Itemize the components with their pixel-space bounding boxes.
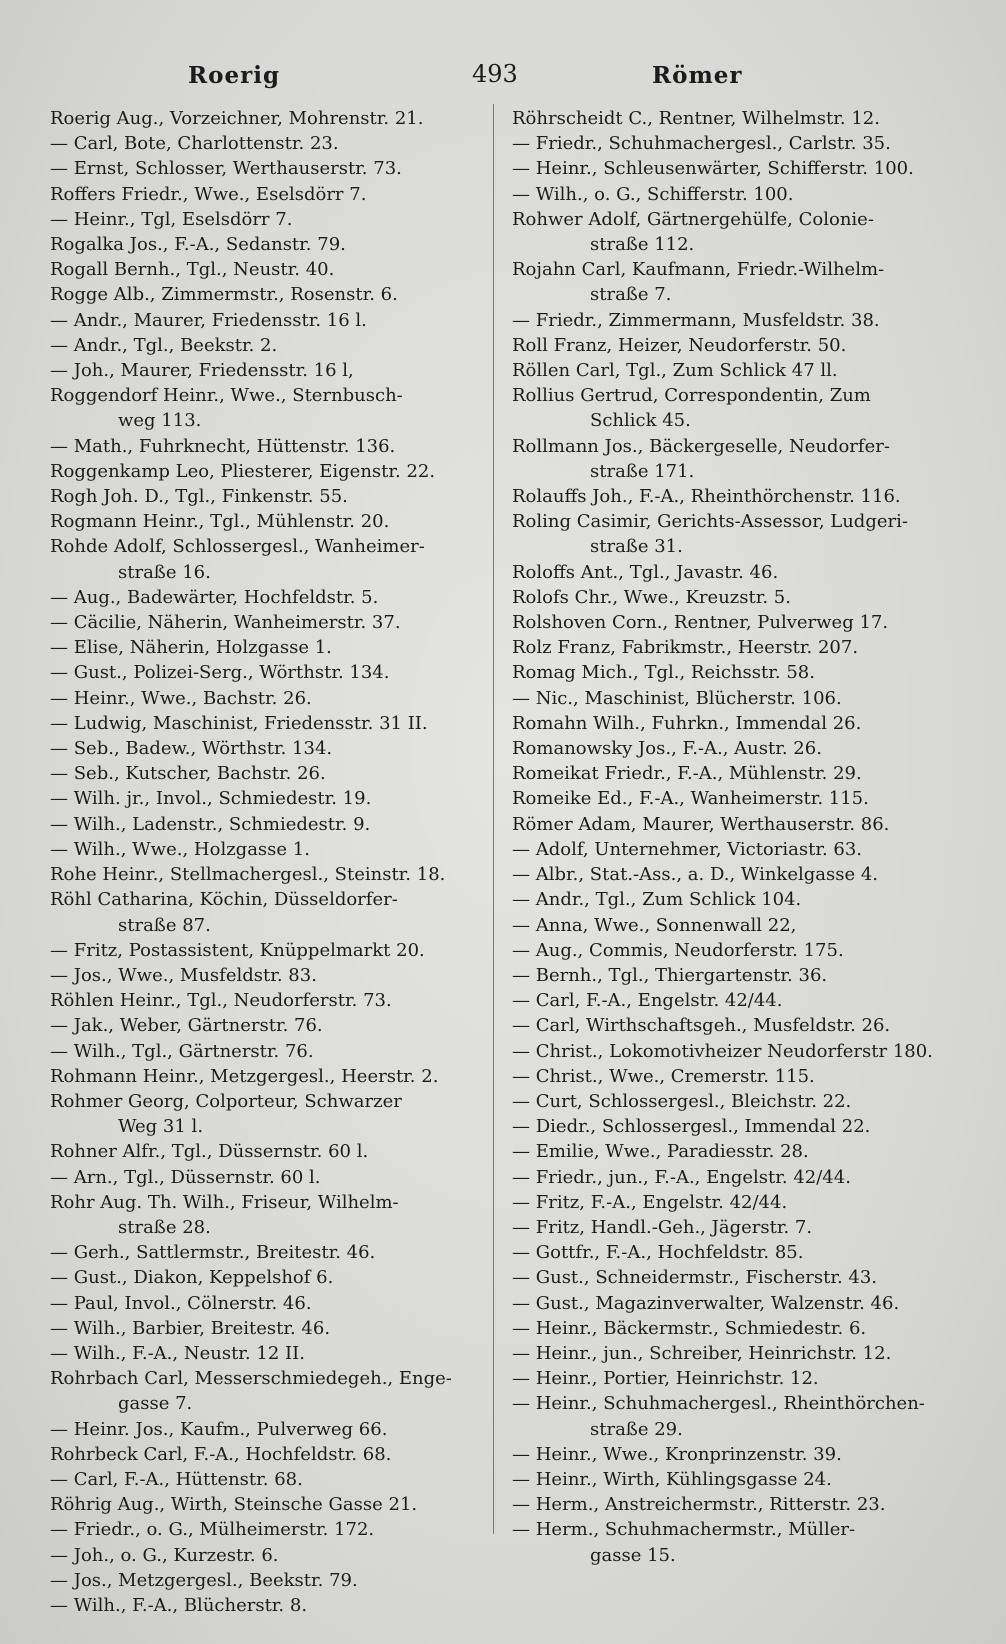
entry-text: — Heinr., Tgl, Eselsdörr 7.: [50, 208, 293, 230]
directory-entry: [512, 1139, 960, 1164]
entry-text: Rohrbeck Carl, F.-A., Hochfeldstr. 68.: [50, 1443, 392, 1465]
entry-text: — Heinr., Schuhmachergesl., Rheinthörchen-: [512, 1393, 925, 1415]
entry-text: Rollius Gertrud, Correspondentin, Zum: [512, 385, 871, 407]
entry-text: — Heinr., jun., Schreiber, Heinrichstr. 12.: [512, 1342, 892, 1364]
entry-text: Rohmer Georg, Colporteur, Schwarzer: [50, 1090, 402, 1112]
entry-continuation: straße 171.: [590, 460, 695, 482]
entry-text: Romanowsky Jos., F.-A., Austr. 26.: [512, 738, 822, 760]
directory-entry: [50, 988, 480, 1013]
directory-entry: [50, 232, 480, 257]
directory-entry: [512, 913, 960, 938]
directory-entry: [512, 963, 960, 988]
directory-entry: [512, 938, 960, 963]
directory-entry: [512, 686, 960, 711]
entry-text: — Wilh., Tgl., Gärtnerstr. 76.: [50, 1040, 314, 1062]
directory-entry: [50, 812, 480, 837]
directory-entry: [50, 1165, 480, 1190]
entry-text: — Heinr. Jos., Kaufm., Pulverweg 66.: [50, 1418, 388, 1440]
entry-text: Rolauffs Joh., F.-A., Rheinthörchenstr. 116.: [512, 486, 901, 508]
entry-text: Romag Mich., Tgl., Reichsstr. 58.: [512, 662, 815, 684]
directory-entry: [512, 610, 960, 635]
entry-text: — Aug., Badewärter, Hochfeldstr. 5.: [50, 586, 379, 608]
entry-text: — Gust., Schneidermstr., Fischerstr. 43.: [512, 1267, 878, 1289]
entry-text: — Friedr., Zimmermann, Musfeldstr. 38.: [512, 309, 880, 331]
entry-text: — Joh., Maurer, Friedensstr. 16 l,: [50, 360, 354, 382]
entry-text: — Friedr., Schuhmachergesl., Carlstr. 35.: [512, 133, 891, 155]
entry-text: — Gerh., Sattlermstr., Breitestr. 46.: [50, 1242, 376, 1264]
entry-text: — Friedr., jun., F.-A., Engelstr. 42/44.: [512, 1166, 851, 1188]
right-column: [512, 106, 960, 1568]
directory-entry: [50, 459, 480, 484]
entry-text: — Heinr., Schleusenwärter, Schifferstr. 100.: [512, 158, 914, 180]
directory-entry: [512, 1089, 960, 1114]
entry-continuation: straße 87.: [118, 914, 211, 936]
entry-text: — Jos., Wwe., Musfeldstr. 83.: [50, 964, 317, 986]
entry-text: — Adolf, Unternehmer, Victoriastr. 63.: [512, 838, 863, 860]
left-column: [50, 106, 480, 1618]
entry-text: — Ernst, Schlosser, Werthauserstr. 73.: [50, 158, 402, 180]
directory-entry: [512, 837, 960, 862]
entry-text: Roloffs Ant., Tgl., Javastr. 46.: [512, 561, 779, 583]
directory-entry: [50, 1064, 480, 1089]
directory-entry: [50, 358, 480, 383]
entry-text: — Jos., Metzgergesl., Beekstr. 79.: [50, 1569, 358, 1591]
entry-text: Rogalka Jos., F.-A., Sedanstr. 79.: [50, 234, 346, 256]
entry-text: Roggenkamp Leo, Pliesterer, Eigenstr. 22.: [50, 460, 436, 482]
directory-entry: [512, 660, 960, 685]
directory-entry: [512, 560, 960, 585]
entry-text: Röllen Carl, Tgl., Zum Schlick 47 ll.: [512, 360, 838, 382]
entry-continuation: straße 112.: [590, 234, 695, 256]
entry-text: Rogge Alb., Zimmermstr., Rosenstr. 6.: [50, 284, 398, 306]
entry-text: Rollmann Jos., Bäckergeselle, Neudorfer-: [512, 435, 890, 457]
directory-entry: [50, 837, 480, 862]
entry-text: Römer Adam, Maurer, Werthauserstr. 86.: [512, 813, 890, 835]
entry-text: — Friedr., o. G., Mülheimerstr. 172.: [50, 1519, 375, 1541]
directory-entry: [50, 711, 480, 736]
entry-text: Romeikat Friedr., F.-A., Mühlenstr. 29.: [512, 763, 862, 785]
directory-entry: [50, 1543, 480, 1568]
directory-entry: [512, 635, 960, 660]
directory-entry: [512, 182, 960, 207]
entry-text: — Diedr., Schlossergesl., Immendal 22.: [512, 1116, 871, 1138]
entry-text: Röhrig Aug., Wirth, Steinsche Gasse 21.: [50, 1494, 418, 1516]
entry-text: Romahn Wilh., Fuhrkn., Immendal 26.: [512, 712, 862, 734]
directory-entry: [512, 761, 960, 786]
entry-text: — Carl, F.-A., Engelstr. 42/44.: [512, 990, 783, 1012]
directory-entry: [512, 308, 960, 333]
directory-entry: [512, 257, 960, 307]
entry-text: — Math., Fuhrknecht, Hüttenstr. 136.: [50, 435, 396, 457]
directory-entry: [512, 812, 960, 837]
directory-entry: [50, 1240, 480, 1265]
directory-entry: [50, 1265, 480, 1290]
directory-entry: [512, 358, 960, 383]
entry-text: — Elise, Näherin, Holzgasse 1.: [50, 637, 332, 659]
entry-text: Rohe Heinr., Stellmachergesl., Steinstr. 18.: [50, 864, 446, 886]
entry-text: Roggendorf Heinr., Wwe., Sternbusch-: [50, 385, 403, 407]
directory-entry: [50, 1517, 480, 1542]
directory-entry: [50, 1467, 480, 1492]
directory-entry: [512, 1442, 960, 1467]
directory-entry: [512, 786, 960, 811]
entry-text: Rohwer Adolf, Gärtnergehülfe, Colonie-: [512, 208, 874, 230]
entry-text: — Seb., Badew., Wörthstr. 134.: [50, 738, 333, 760]
entry-text: — Arn., Tgl., Düssernstr. 60 l.: [50, 1166, 321, 1188]
entry-continuation: straße 28.: [118, 1216, 211, 1238]
directory-entry: [512, 1467, 960, 1492]
directory-entry: [50, 1139, 480, 1164]
entry-text: Rolz Franz, Fabrikmstr., Heerstr. 207.: [512, 637, 859, 659]
directory-entry: [512, 1165, 960, 1190]
entry-text: — Jak., Weber, Gärtnerstr. 76.: [50, 1015, 323, 1037]
directory-entry: [50, 1013, 480, 1038]
directory-entry: [512, 1517, 960, 1567]
entry-text: Rogall Bernh., Tgl., Neustr. 40.: [50, 259, 335, 281]
entry-text: Röhlen Heinr., Tgl., Neudorferstr. 73.: [50, 990, 392, 1012]
directory-entry: [50, 660, 480, 685]
directory-entry: [512, 1114, 960, 1139]
entry-text: — Bernh., Tgl., Thiergartenstr. 36.: [512, 964, 828, 986]
directory-entry: [512, 585, 960, 610]
entry-text: — Fritz, Handl.-Geh., Jägerstr. 7.: [512, 1216, 813, 1238]
directory-entry: [512, 1013, 960, 1038]
entry-text: Rogmann Heinr., Tgl., Mühlenstr. 20.: [50, 511, 390, 533]
entry-text: — Herm., Anstreichermstr., Ritterstr. 23.: [512, 1494, 886, 1516]
directory-entry: [512, 131, 960, 156]
entry-text: Rolshoven Corn., Rentner, Pulverweg 17.: [512, 612, 889, 634]
entry-text: — Wilh., Wwe., Holzgasse 1.: [50, 838, 310, 860]
directory-entry: [50, 1190, 480, 1240]
directory-entry: [512, 333, 960, 358]
entry-text: — Wilh. jr., Invol., Schmiedestr. 19.: [50, 788, 372, 810]
entry-text: — Aug., Commis, Neudorferstr. 175.: [512, 939, 844, 961]
directory-entry: [50, 963, 480, 988]
entry-continuation: Schlick 45.: [590, 410, 691, 432]
entry-text: — Herm., Schuhmachermstr., Müller-: [512, 1519, 856, 1541]
entry-text: Rojahn Carl, Kaufmann, Friedr.-Wilhelm-: [512, 259, 885, 281]
entry-text: — Andr., Tgl., Zum Schlick 104.: [512, 889, 802, 911]
directory-entry: [50, 308, 480, 333]
directory-entry: [50, 534, 480, 584]
entry-text: Rogh Joh. D., Tgl., Finkenstr. 55.: [50, 486, 348, 508]
entry-text: — Heinr., Portier, Heinrichstr. 12.: [512, 1368, 819, 1390]
directory-entry: [50, 635, 480, 660]
page-header: [0, 58, 1006, 98]
directory-entry: [512, 1215, 960, 1240]
entry-text: Rohner Alfr., Tgl., Düssernstr. 60 l.: [50, 1141, 369, 1163]
entry-text: Rohrbach Carl, Messerschmiedegeh., Enge-: [50, 1368, 452, 1390]
directory-entry: [512, 1240, 960, 1265]
entry-text: — Andr., Maurer, Friedensstr. 16 l.: [50, 309, 367, 331]
directory-entry: [512, 207, 960, 257]
entry-continuation: gasse 15.: [590, 1544, 676, 1566]
directory-entry: [512, 1366, 960, 1391]
directory-entry: [50, 207, 480, 232]
directory-entry: [512, 711, 960, 736]
entry-text: — Andr., Tgl., Beekstr. 2.: [50, 334, 278, 356]
entry-text: — Wilh., F.-A., Blücherstr. 8.: [50, 1594, 308, 1616]
entry-text: Rohde Adolf, Schlossergesl., Wanheimer-: [50, 536, 425, 558]
entry-text: Röhrscheidt C., Rentner, Wilhelmstr. 12.: [512, 108, 880, 129]
entry-text: Roerig Aug., Vorzeichner, Mohrenstr. 21.: [50, 108, 424, 129]
entry-text: — Wilh., Barbier, Breitestr. 46.: [50, 1317, 331, 1339]
entry-text: — Carl, Bote, Charlottenstr. 23.: [50, 133, 339, 155]
directory-entry: [50, 938, 480, 963]
entry-text: — Anna, Wwe., Sonnenwall 22,: [512, 914, 797, 936]
directory-entry: [512, 1265, 960, 1290]
directory-entry: [50, 282, 480, 307]
directory-entry: [50, 585, 480, 610]
entry-text: — Fritz, Postassistent, Knüppelmarkt 20.: [50, 939, 425, 961]
entry-text: Rohmann Heinr., Metzgergesl., Heerstr. 2.: [50, 1065, 439, 1087]
directory-entry: [50, 1341, 480, 1366]
directory-entry: [512, 434, 960, 484]
directory-entry: [512, 1341, 960, 1366]
entry-text: — Heinr., Wwe., Bachstr. 26.: [50, 687, 312, 709]
directory-entry: [50, 610, 480, 635]
directory-entry: [512, 1492, 960, 1517]
directory-entry: [50, 434, 480, 459]
directory-entry: [50, 106, 480, 131]
directory-entry: [50, 1316, 480, 1341]
entry-text: — Gust., Polizei-Serg., Wörthstr. 134.: [50, 662, 390, 684]
directory-entry: [512, 1039, 960, 1064]
entry-continuation: Weg 31 l.: [118, 1116, 204, 1138]
directory-entry: [50, 1442, 480, 1467]
directory-entry: [512, 1064, 960, 1089]
entry-continuation: straße 29.: [590, 1418, 683, 1440]
directory-entry: [50, 1417, 480, 1442]
entry-text: — Carl, Wirthschaftsgeh., Musfeldstr. 26.: [512, 1015, 891, 1037]
entry-text: Röhl Catharina, Köchin, Düsseldorfer-: [50, 889, 398, 911]
entry-text: — Christ., Lokomotivheizer Neudorferstr 180.: [512, 1040, 933, 1062]
left-running-head: Roerig: [188, 62, 281, 89]
page-number: 493: [472, 60, 518, 88]
entry-text: — Albr., Stat.-Ass., a. D., Winkelgasse 4.: [512, 864, 879, 886]
entry-text: Romeike Ed., F.-A., Wanheimerstr. 115.: [512, 788, 869, 810]
entry-text: — Curt, Schlossergesl., Bleichstr. 22.: [512, 1090, 852, 1112]
entry-text: — Christ., Wwe., Cremerstr. 115.: [512, 1065, 815, 1087]
directory-entry: [512, 509, 960, 559]
entry-continuation: weg 113.: [118, 410, 202, 432]
directory-entry: [512, 106, 960, 131]
directory-entry: [50, 1039, 480, 1064]
right-running-head: Römer: [652, 62, 743, 89]
entry-continuation: straße 16.: [118, 561, 211, 583]
directory-entry: [50, 484, 480, 509]
entry-text: Rolofs Chr., Wwe., Kreuzstr. 5.: [512, 586, 791, 608]
directory-entry: [50, 887, 480, 937]
entry-text: — Fritz, F.-A., Engelstr. 42/44.: [512, 1191, 788, 1213]
directory-entry: [50, 383, 480, 433]
directory-entry: [512, 988, 960, 1013]
entry-text: — Cäcilie, Näherin, Wanheimerstr. 37.: [50, 612, 401, 634]
directory-entry: [50, 862, 480, 887]
directory-entry: [512, 484, 960, 509]
entry-text: — Heinr., Wirth, Kühlingsgasse 24.: [512, 1468, 832, 1490]
entry-text: — Seb., Kutscher, Bachstr. 26.: [50, 763, 326, 785]
directory-entry: [512, 1291, 960, 1316]
directory-entry: [50, 1089, 480, 1139]
directory-entry: [50, 1492, 480, 1517]
directory-entry: [50, 182, 480, 207]
entry-continuation: straße 31.: [590, 536, 683, 558]
entry-text: Roll Franz, Heizer, Neudorferstr. 50.: [512, 334, 847, 356]
directory-entry: [50, 1593, 480, 1618]
entry-text: — Gust., Magazinverwalter, Walzenstr. 46.: [512, 1292, 900, 1314]
directory-entry: [50, 156, 480, 181]
entry-text: — Nic., Maschinist, Blücherstr. 106.: [512, 687, 842, 709]
entry-text: — Wilh., F.-A., Neustr. 12 II.: [50, 1342, 305, 1364]
directory-entry: [50, 786, 480, 811]
directory-entry: [50, 1291, 480, 1316]
directory-entry: [512, 887, 960, 912]
directory-entry: [512, 1391, 960, 1441]
directory-entry: [50, 257, 480, 282]
entry-text: — Gust., Diakon, Keppelshof 6.: [50, 1267, 334, 1289]
directory-entry: [512, 1316, 960, 1341]
directory-entry: [50, 131, 480, 156]
directory-entry: [50, 761, 480, 786]
column-divider: [493, 104, 494, 1534]
directory-entry: [512, 862, 960, 887]
entry-text: Roling Casimir, Gerichts-Assessor, Ludgeri-: [512, 511, 908, 533]
directory-entry: [512, 156, 960, 181]
entry-text: — Joh., o. G., Kurzestr. 6.: [50, 1544, 279, 1566]
directory-entry: [50, 1568, 480, 1593]
entry-continuation: gasse 7.: [118, 1393, 193, 1415]
entry-text: — Carl, F.-A., Hüttenstr. 68.: [50, 1468, 303, 1490]
entry-text: — Heinr., Wwe., Kronprinzenstr. 39.: [512, 1443, 842, 1465]
entry-text: — Wilh., o. G., Schifferstr. 100.: [512, 183, 794, 205]
directory-entry: [50, 509, 480, 534]
entry-text: — Ludwig, Maschinist, Friedensstr. 31 II.: [50, 712, 428, 734]
entry-text: — Paul, Invol., Cölnerstr. 46.: [50, 1292, 312, 1314]
entry-text: — Heinr., Bäckermstr., Schmiedestr. 6.: [512, 1317, 867, 1339]
directory-entry: [50, 1366, 480, 1416]
directory-entry: [512, 383, 960, 433]
entry-continuation: straße 7.: [590, 284, 672, 306]
entry-text: Roffers Friedr., Wwe., Eselsdörr 7.: [50, 183, 367, 205]
directory-entry: [512, 736, 960, 761]
directory-entry: [512, 1190, 960, 1215]
entry-text: — Wilh., Ladenstr., Schmiedestr. 9.: [50, 813, 371, 835]
entry-text: Rohr Aug. Th. Wilh., Friseur, Wilhelm-: [50, 1191, 399, 1213]
entry-text: — Gottfr., F.-A., Hochfeldstr. 85.: [512, 1242, 804, 1264]
directory-entry: [50, 686, 480, 711]
directory-entry: [50, 736, 480, 761]
directory-entry: [50, 333, 480, 358]
entry-text: — Emilie, Wwe., Paradiesstr. 28.: [512, 1141, 809, 1163]
